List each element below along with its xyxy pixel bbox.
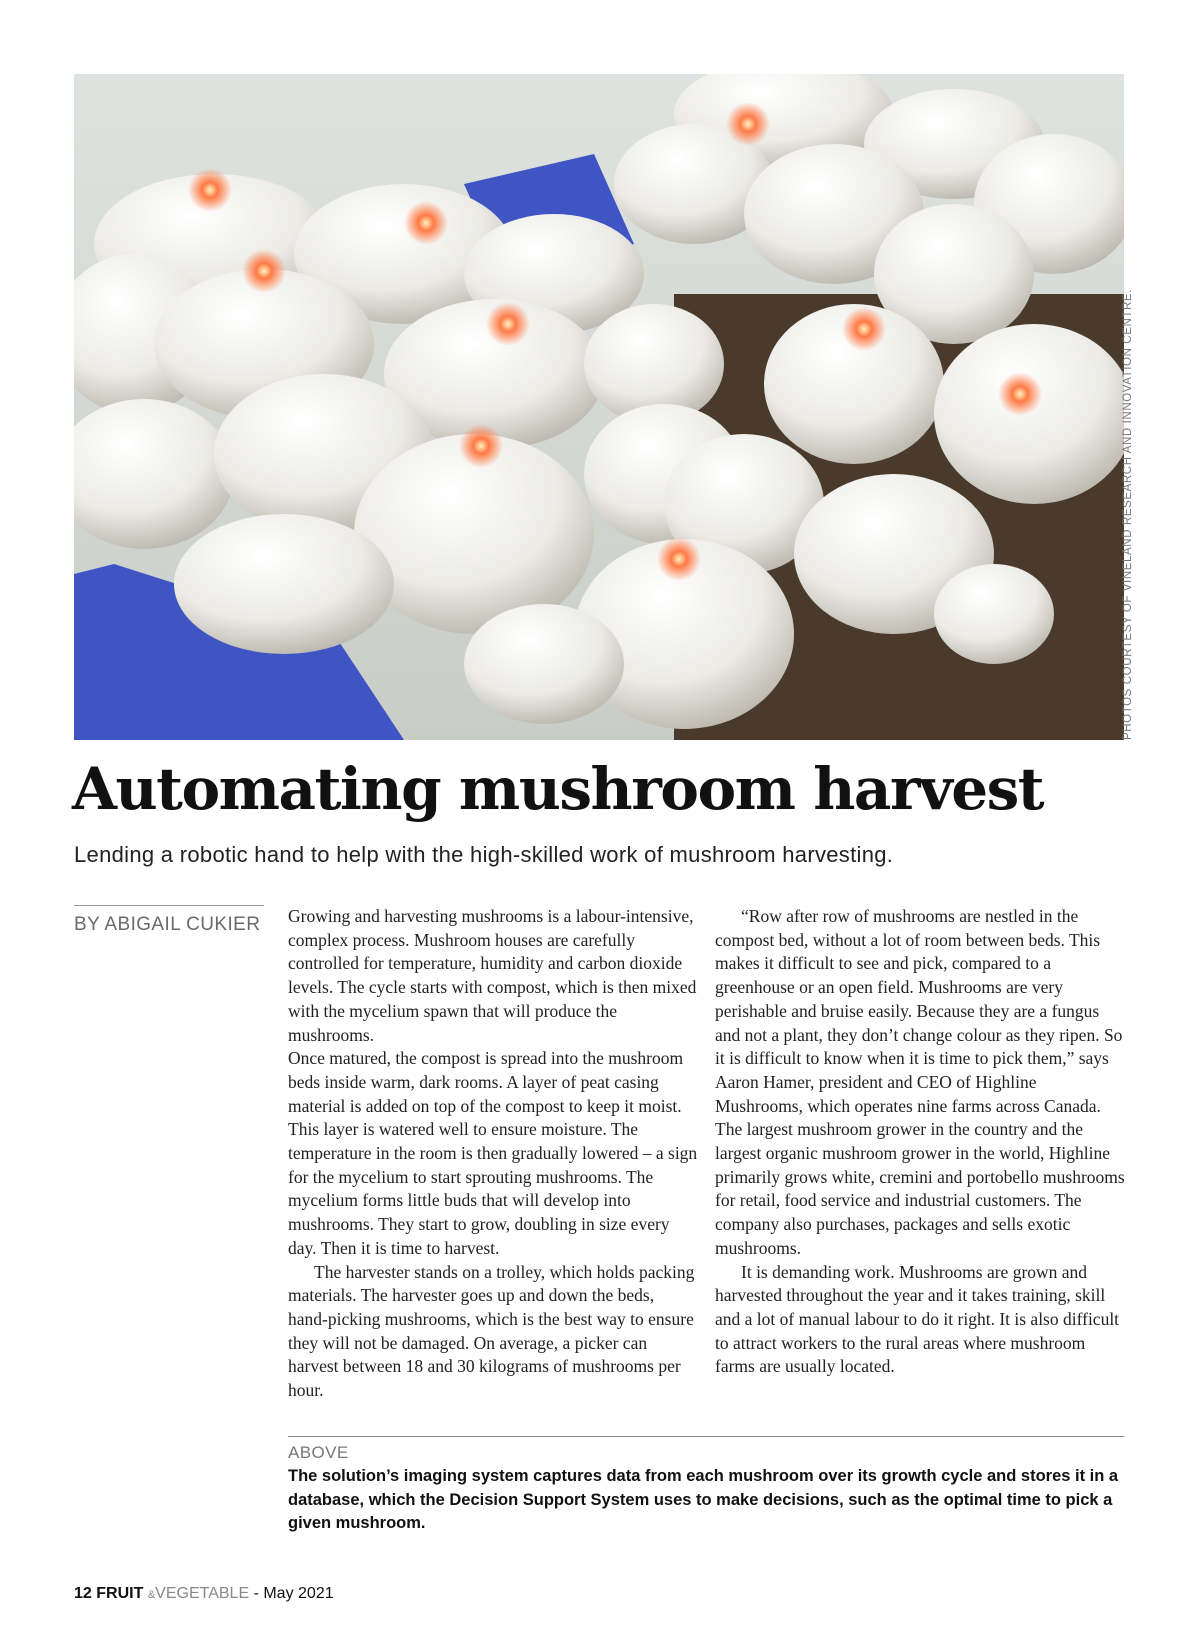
paragraph: Once matured, the compost is spread into the mushroom beds inside warm, dark rooms. A layer of peat casing material is added on top of the compost to keep it moist. This layer is watered well to ensure moisture. The temperature in the room is then gradually lowered – a sign for the mycelium to start sprouting mushrooms. The mycelium forms little buds that will develop into mushrooms. They start to grow, doubling in size every day. Then it is time to harvest. [288,1048,698,1258]
caption-text: The solution’s imaging system captures data from each mushroom over its growth cycle and stores it in a database, which the Decision Support System uses to make decisions, such as the optimal time to pick a given mushroom. [288,1467,1119,1532]
caption-rule [288,1436,1124,1437]
mushroom-bed-illustration [74,74,1124,740]
deck-subtitle: Lending a robotic hand to help with the high-skilled work of mushroom harvesting. [74,842,894,867]
byline: BY ABIGAIL CUKIER [74,914,261,935]
paragraph: It is demanding work. Mushrooms are grown and harvested throughout the year and it takes training, skill and a lot of manual labour to do it right. It is also difficult to attract workers to the rural areas where mushroom farms are usually located. [715,1261,1120,1377]
paragraph: The harvester stands on a trolley, which holds packing materials. The harvester goes up and down the beds, hand-picking mushrooms, which is the best way to ensure they will not be damaged. On average, a picker can harvest between 18 and 30 kilograms of mushrooms per hour. [288,1261,695,1401]
brand-ampersand: & [147,1589,156,1601]
page-footer [74,1585,334,1603]
issue-date: - May 2021 [253,1585,334,1602]
article-column-1 [288,905,698,1403]
photo-credit: PHOTOS COURTESY OF VINELAND RESEARCH AND INNOVATION CENTRE. [1122,289,1134,740]
caption-label: ABOVE [288,1443,349,1462]
mushroom-photo [74,74,1124,740]
headline: Automating mushroom harvest [72,755,1044,823]
brand-vegetable: VEGETABLE [155,1585,250,1602]
brand-fruit: FRUIT [96,1585,144,1602]
page-number: 12 [74,1585,92,1602]
byline-rule [74,905,264,906]
article-column-2 [715,905,1125,1379]
paragraph: “Row after row of mushrooms are nestled in the compost bed, without a lot of room between beds. This makes it difficult to see and pick, compared to a greenhouse or an open field. Mushrooms are very perishable and bruise easily. Because they are a fungus and not a plant, they don’t change colour as they ripen. So it is difficult to know when it is time to pick them,” says Aaron Hamer, president and CEO of Highline Mushrooms, which operates nine farms across Canada. The largest mushroom grower in the country and the largest organic mushroom grower in the world, Highline primarily grows white, cremini and portobello mushrooms for retail, food service and industrial customers. The company also purchases, packages and sells exotic mushrooms. [715,906,1125,1258]
paragraph: Growing and harvesting mushrooms is a labour-intensive, complex process. Mushroom houses are carefully controlled for temperature, humidity and carbon dioxide levels. The cycle starts with compost, which is then mixed with the mycelium spawn that will produce the mushrooms. [288,906,697,1045]
